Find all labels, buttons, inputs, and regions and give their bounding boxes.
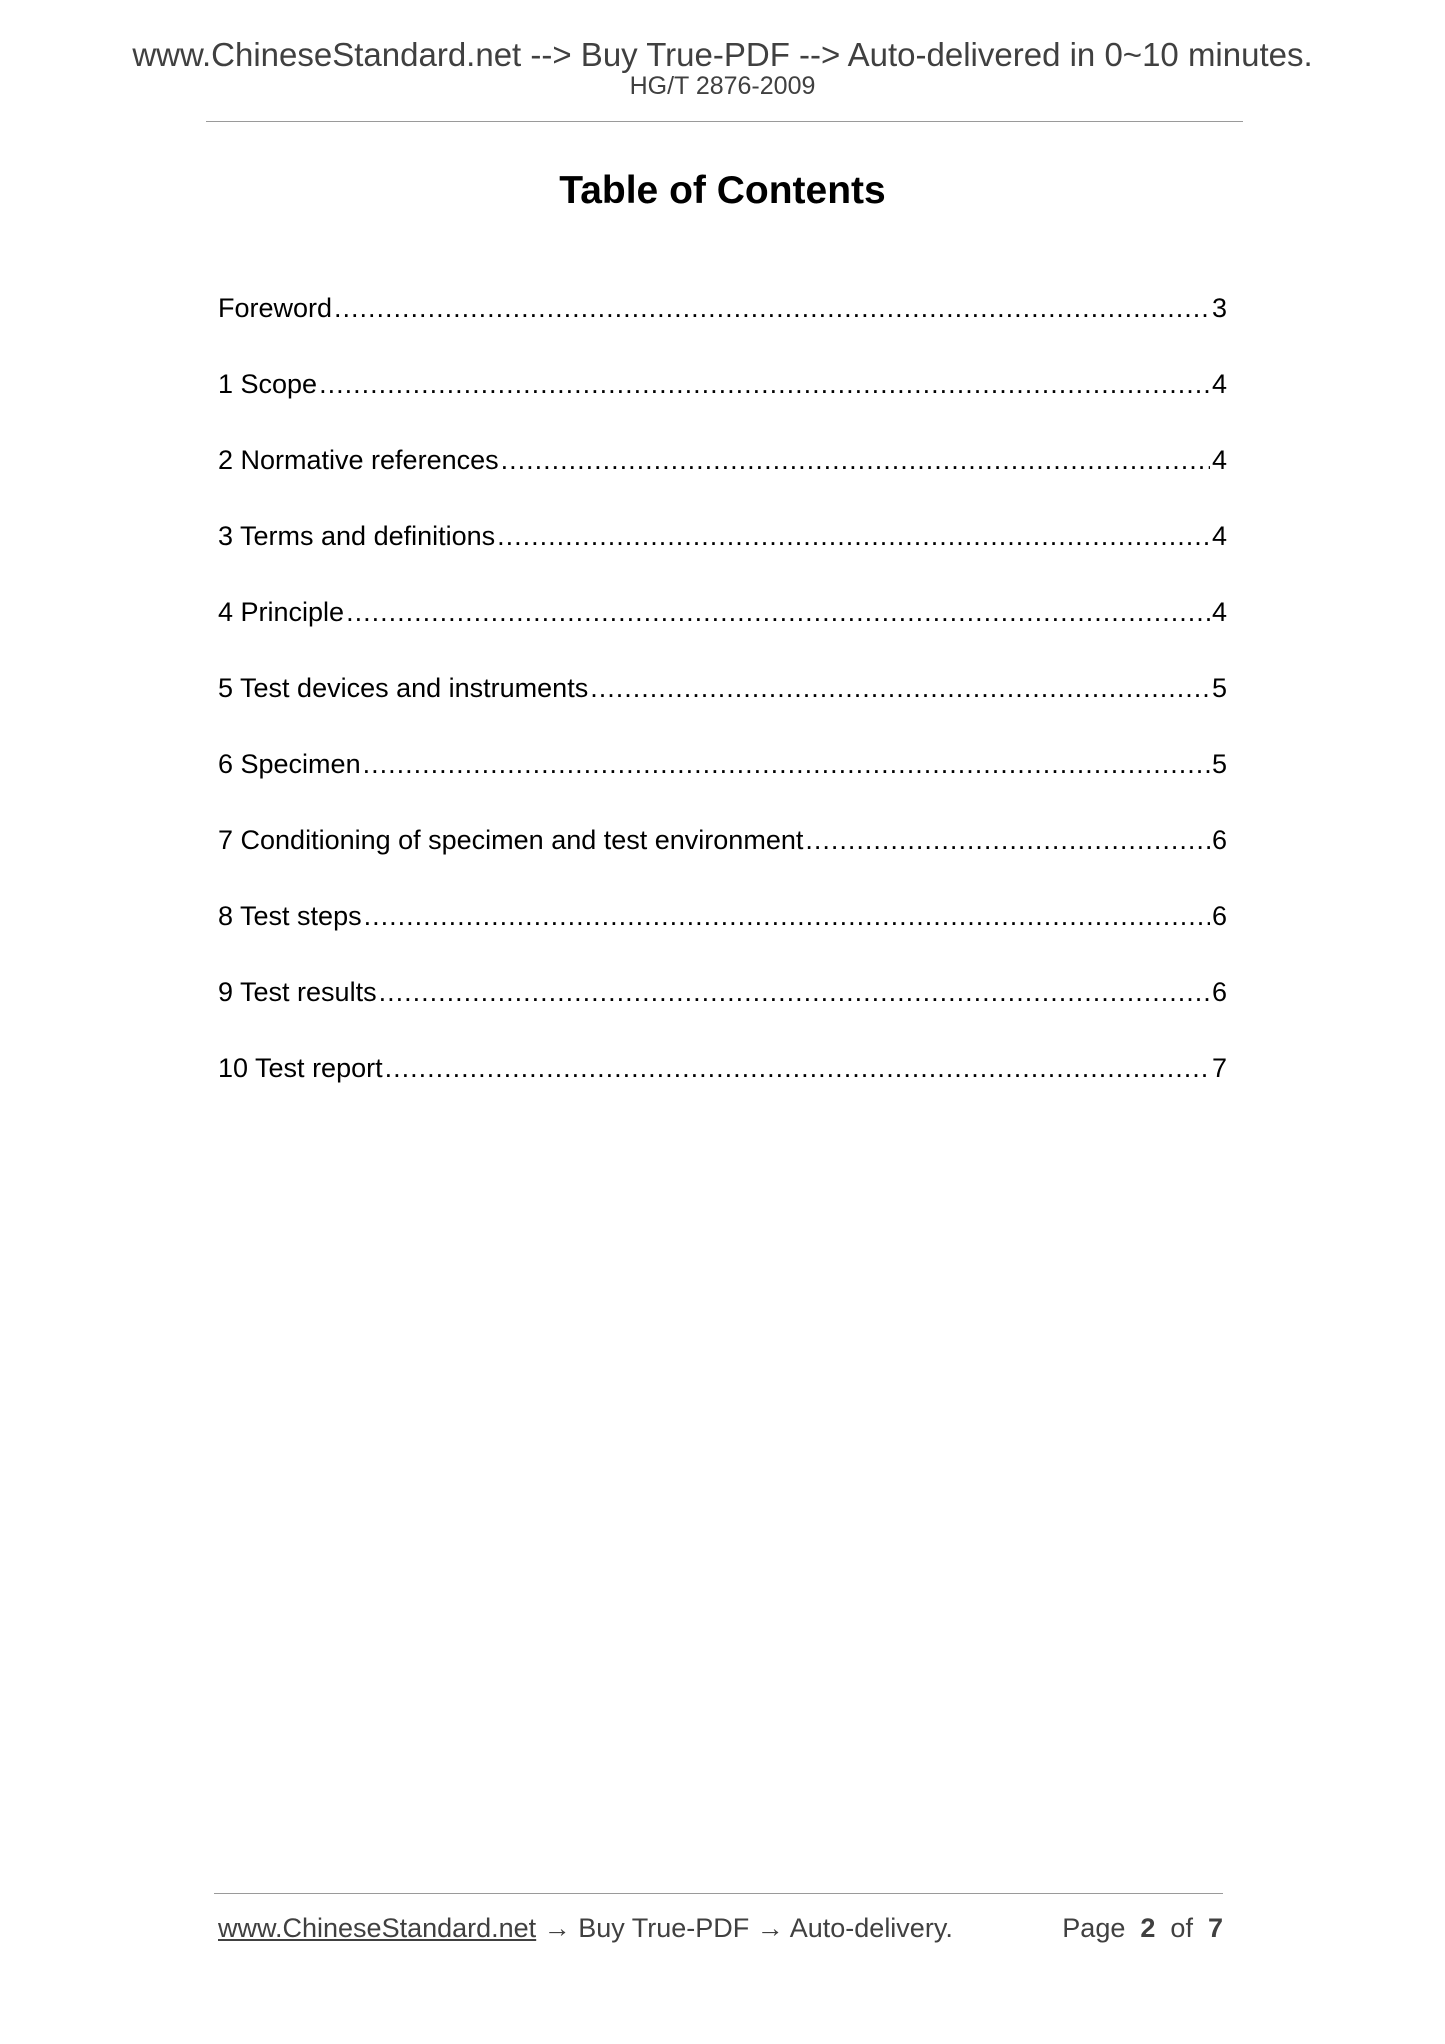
table-of-contents: [218, 290, 1227, 1126]
toc-dot-leader: [379, 974, 1210, 1010]
toc-entry-label: 8 Test steps: [218, 901, 362, 931]
toc-entry-label: 3 Terms and definitions: [218, 521, 496, 551]
footer-promo: [218, 1915, 953, 1942]
toc-entry-page: 4: [1211, 369, 1227, 399]
toc-entry-page: 4: [1211, 521, 1227, 551]
toc-dot-leader: [364, 898, 1210, 934]
toc-entry[interactable]: [218, 442, 1227, 518]
toc-entry-label: 9 Test results: [218, 977, 377, 1007]
total-page-count: 7: [1207, 1913, 1223, 1943]
of-word: of: [1170, 1913, 1193, 1943]
toc-dot-leader: [805, 822, 1210, 858]
toc-entry[interactable]: [218, 670, 1227, 746]
page-word: Page: [1062, 1913, 1126, 1943]
toc-dot-leader: [346, 594, 1210, 630]
toc-entry-label: 10 Test report: [218, 1053, 383, 1083]
toc-entry-page: 5: [1211, 749, 1227, 779]
toc-entry-page: 3: [1211, 293, 1227, 323]
toc-entry[interactable]: [218, 1050, 1227, 1126]
header-divider: [206, 121, 1243, 122]
toc-entry-page: 6: [1211, 825, 1227, 855]
toc-entry[interactable]: [218, 518, 1227, 594]
toc-dot-leader: [334, 290, 1210, 326]
toc-entry-page: 6: [1211, 977, 1227, 1007]
toc-entry[interactable]: [218, 594, 1227, 670]
footer-divider: [214, 1893, 1223, 1894]
current-page-number: 2: [1140, 1913, 1156, 1943]
toc-entry-page: 7: [1211, 1053, 1227, 1083]
toc-entry-label: 2 Normative references: [218, 445, 499, 475]
footer-tagline: → Buy True-PDF → Auto-delivery.: [536, 1913, 953, 1943]
toc-entry-label: 4 Principle: [218, 597, 345, 627]
document-code: HG/T 2876-2009: [629, 72, 816, 100]
toc-entry-label: 1 Scope: [218, 369, 318, 399]
toc-dot-leader: [363, 746, 1210, 782]
toc-entry[interactable]: [218, 290, 1227, 366]
toc-entry[interactable]: [218, 746, 1227, 822]
toc-dot-leader: [385, 1050, 1210, 1086]
toc-entry-label: 5 Test devices and instruments: [218, 673, 589, 703]
toc-dot-leader: [501, 442, 1210, 478]
footer-site-link[interactable]: www.ChineseStandard.net: [218, 1913, 537, 1943]
toc-entry-page: 4: [1211, 597, 1227, 627]
toc-entry-label: 6 Specimen: [218, 749, 361, 779]
toc-entry[interactable]: [218, 974, 1227, 1050]
page-indicator: [1062, 1915, 1223, 1942]
toc-entry-label: 7 Conditioning of specimen and test environment: [218, 825, 804, 855]
top-banner: www.ChineseStandard.net --> Buy True-PDF --> Auto-delivered in 0~10 minutes.: [132, 36, 1313, 73]
toc-dot-leader: [590, 670, 1210, 706]
toc-entry[interactable]: [218, 898, 1227, 974]
toc-entry[interactable]: [218, 822, 1227, 898]
page-title: Table of Contents: [559, 169, 886, 212]
toc-entry-page: 5: [1211, 673, 1227, 703]
toc-entry-page: 4: [1211, 445, 1227, 475]
toc-dot-leader: [319, 366, 1210, 402]
toc-dot-leader: [497, 518, 1210, 554]
toc-entry-page: 6: [1211, 901, 1227, 931]
toc-entry[interactable]: [218, 366, 1227, 442]
toc-entry-label: Foreword: [218, 293, 333, 323]
